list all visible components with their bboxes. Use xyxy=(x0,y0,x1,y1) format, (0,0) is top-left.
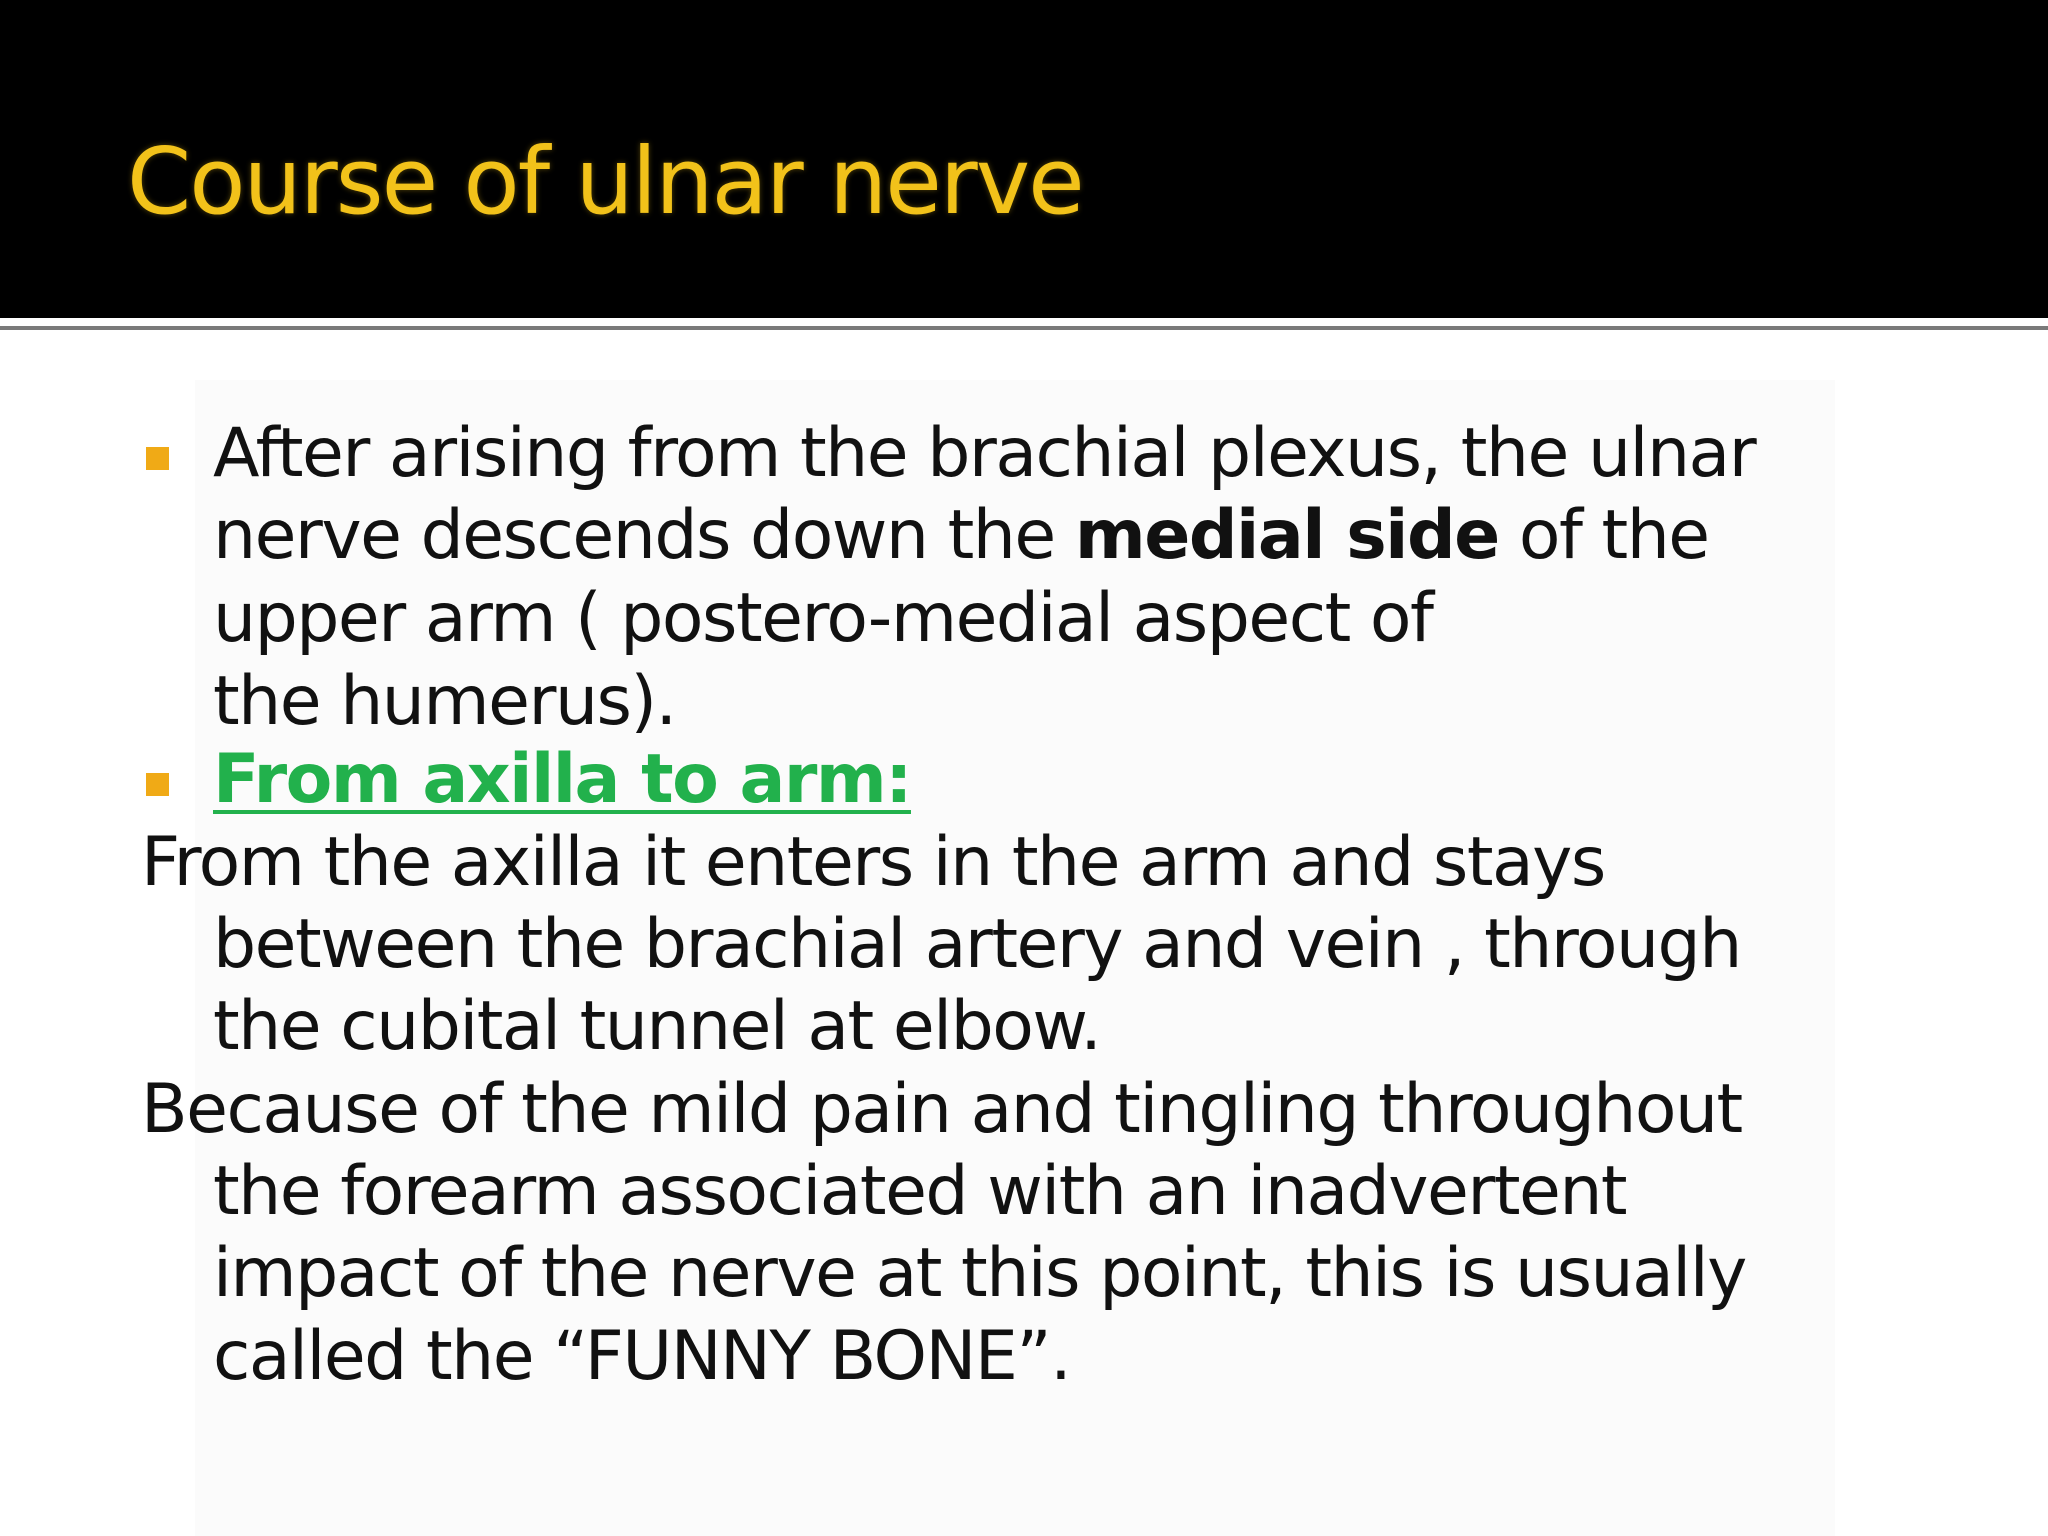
axilla-to-arm-heading: From axilla to arm: xyxy=(213,740,911,819)
bullet-1-line-2-start: nerve descends down the xyxy=(213,496,1075,575)
bullet-marker-1 xyxy=(146,447,169,470)
bullet-marker-2 xyxy=(146,773,169,796)
paragraph-2-line-2: the forearm associated with an inadvertent xyxy=(213,1152,1627,1231)
bullet-1-line-4: the humerus). xyxy=(213,662,676,741)
bullet-1-line-2 xyxy=(213,495,1709,577)
paragraph-1-line-3: the cubital tunnel at elbow. xyxy=(213,987,1101,1066)
paragraph-2-line-1: Because of the mild pain and tingling throughout xyxy=(141,1070,1742,1149)
medial-side-emphasis: medial side xyxy=(1074,496,1499,575)
bullet-1-line-1: After arising from the brachial plexus, the ulnar xyxy=(213,414,1756,493)
paragraph-1-line-1: From the axilla it enters in the arm and stays xyxy=(141,823,1605,902)
slide-title: Course of ulnar nerve xyxy=(127,128,1083,235)
paragraph-2-line-3: impact of the nerve at this point, this is usually xyxy=(213,1234,1746,1313)
paragraph-2-line-4: called the “FUNNY BONE”. xyxy=(213,1317,1071,1396)
bullet-1-line-3: upper arm ( postero-medial aspect of xyxy=(213,579,1433,658)
bullet-1-line-2-end: of the xyxy=(1498,496,1709,575)
paragraph-1-line-2: between the brachial artery and vein , through xyxy=(213,905,1741,984)
